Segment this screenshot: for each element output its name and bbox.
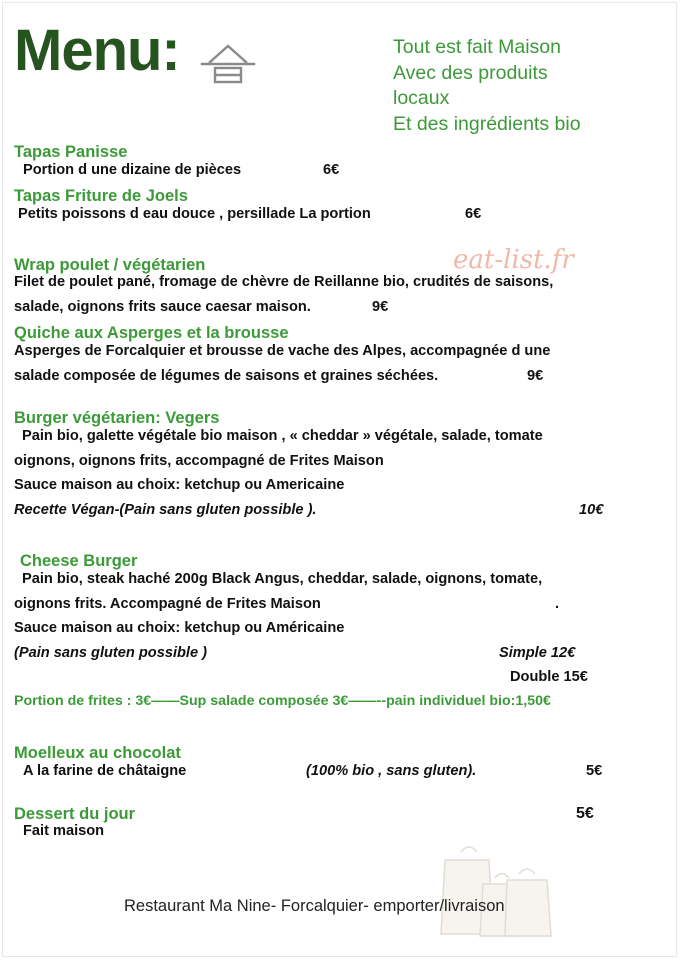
cheese-burger-title: Cheese Burger (20, 552, 138, 570)
burger-veg-line-2: oignons, oignons frits, accompagné de Frites Maison (14, 453, 384, 469)
moelleux-desc: A la farine de châtaigne (23, 763, 187, 779)
cheese-burger-line-2: oignons frits. Accompagné de Frites Maison (14, 596, 321, 612)
moelleux-price: 5€ (586, 763, 603, 779)
tapas-panisse-desc: Portion d une dizaine de pièces (23, 162, 242, 178)
quiche-title: Quiche aux Asperges et la brousse (14, 324, 289, 342)
cheese-burger-line-4: (Pain sans gluten possible ) (14, 645, 207, 661)
tagline (393, 35, 581, 137)
tagline-line: Tout est fait Maison (393, 36, 561, 58)
moelleux-title: Moelleux au chocolat (14, 744, 181, 762)
cheese-burger-line-1: Pain bio, steak haché 200g Black Angus, cheddar, salade, oignons, tomate, (22, 571, 543, 587)
cheese-burger-line-3: Sauce maison au choix: ketchup ou Américaine (14, 620, 345, 636)
house-icon (200, 40, 256, 84)
tapas-panisse-price: 6€ (323, 162, 340, 178)
burger-veg-line-1: Pain bio, galette végétale bio maison , « cheddar » végétale, salade, tomate (22, 428, 543, 444)
burger-veg-price: 10€ (579, 502, 604, 518)
moelleux-note: (100% bio , sans gluten). (306, 763, 477, 779)
burger-veg-line-3: Sauce maison au choix: ketchup ou Americaine (14, 477, 345, 493)
cheese-burger-price-simple: Simple 12€ (499, 645, 576, 661)
quiche-price: 9€ (527, 368, 544, 384)
cheese-burger-price-double: Double 15€ (510, 669, 588, 685)
quiche-line-1: Asperges de Forcalquier et brousse de vache des Alpes, accompagnée d une (14, 343, 551, 359)
tapas-friture-desc: Petits poissons d eau douce , persillade La portion (18, 206, 371, 222)
tapas-panisse-title: Tapas Panisse (14, 143, 128, 161)
tagline-line: Avec des produits (393, 61, 548, 84)
dessert-title: Dessert du jour (14, 805, 136, 823)
burger-veg-title: Burger végétarien: Vegers (14, 409, 220, 427)
wrap-price: 9€ (372, 299, 389, 315)
footer: Restaurant Ma Nine- Forcalquier- emporter/livraison (124, 897, 505, 915)
wrap-line-2: salade, oignons frits sauce caesar maison. (14, 299, 311, 315)
burger-veg-line-4: Recette Végan-(Pain sans gluten possible ). (14, 502, 317, 518)
tagline-line: Et des ingrédients bio (393, 112, 581, 135)
tagline-line: locaux (393, 87, 450, 109)
tapas-friture-price: 6€ (465, 206, 482, 222)
dessert-price: 5€ (576, 805, 594, 822)
menu-title: Menu: (14, 18, 180, 83)
wrap-line-1: Filet de poulet pané, fromage de chèvre de Reillanne bio, crudités de saisons, (14, 274, 554, 290)
watermark: eat-list.fr (453, 245, 574, 275)
quiche-line-2: salade composée de légumes de saisons et graines séchées. (14, 368, 439, 384)
wrap-title: Wrap poulet / végétarien (14, 256, 206, 274)
extras-line: Portion de frites : 3€——Sup salade composée 3€——--pain individuel bio:1,50€ (14, 693, 551, 709)
cheese-burger-line-2-dot: . (555, 596, 560, 612)
tapas-friture-title: Tapas Friture de Joels (14, 187, 188, 205)
shopping-bags-icon (425, 846, 555, 938)
dessert-desc: Fait maison (23, 823, 105, 839)
